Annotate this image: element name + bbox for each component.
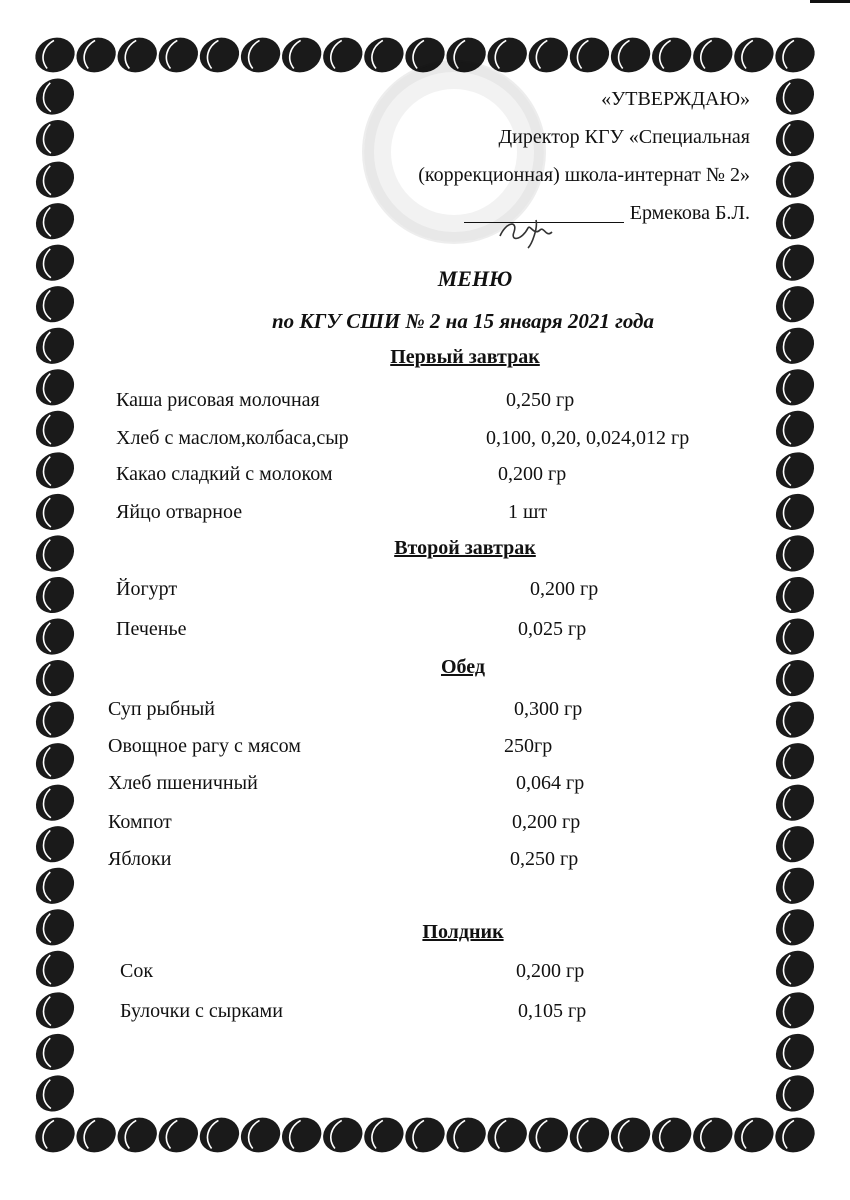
leaf-ornament [524, 1112, 573, 1158]
leaf-ornament [606, 1112, 655, 1158]
leaf-ornament [29, 736, 81, 787]
leaf-ornament [29, 487, 81, 538]
dish-quantity: 250гр [504, 735, 553, 757]
dish-quantity: 0,250 гр [506, 389, 575, 411]
leaf-ornament [29, 819, 81, 870]
leaf-ornament [688, 32, 737, 78]
approval-block [330, 80, 750, 232]
leaf-ornament [154, 32, 203, 78]
leaf-ornament [29, 611, 81, 662]
signature-line [464, 194, 750, 232]
leaf-ornament [769, 611, 821, 662]
leaf-ornament [769, 736, 821, 787]
dish-quantity: 0,250 гр [510, 848, 579, 870]
signature-underline [464, 222, 624, 223]
leaf-ornament [30, 1112, 79, 1158]
dish-name: Йогурт [116, 578, 178, 600]
leaf-ornament [770, 32, 819, 78]
leaf-ornament [359, 1112, 408, 1158]
leaf-ornament [769, 71, 821, 122]
dish-name: Сок [120, 960, 154, 982]
leaf-ornament [277, 32, 326, 78]
leaf-ornament [729, 1112, 778, 1158]
section-heading-lunch: Обед [440, 656, 486, 678]
leaf-ornament [770, 1112, 819, 1158]
leaf-ornament [277, 1112, 326, 1158]
leaf-ornament [72, 1112, 121, 1158]
leaf-ornament [729, 32, 778, 78]
dish-quantity: 0,025 гр [518, 618, 587, 640]
leaf-ornament [29, 154, 81, 205]
leaf-ornament [769, 113, 821, 164]
leaf-ornament [113, 1112, 162, 1158]
leaf-ornament [565, 32, 614, 78]
leaf-ornament [400, 1112, 449, 1158]
dish-quantity: 0,300 гр [514, 698, 583, 720]
leaf-ornament [195, 1112, 244, 1158]
approval-position: Директор КГУ «Специальная [498, 126, 750, 148]
dish-name: Яблоки [108, 848, 172, 870]
menu-subtitle: по КГУ СШИ № 2 на 15 января 2021 года [272, 309, 654, 333]
leaf-ornament [769, 445, 821, 496]
dish-name: Овощное рагу с мясом [108, 735, 301, 757]
dish-quantity: 0,105 гр [518, 1000, 587, 1022]
leaf-ornament [29, 362, 81, 413]
leaf-ornament [769, 1027, 821, 1078]
section-heading-snack: Полдник [422, 921, 504, 943]
dish-name: Каша рисовая молочная [116, 389, 320, 411]
leaf-ornament [769, 154, 821, 205]
signature-image [492, 214, 572, 250]
leaf-ornament [524, 32, 573, 78]
leaf-ornament [647, 1112, 696, 1158]
leaf-ornament [29, 1027, 81, 1078]
leaf-ornament [769, 403, 821, 454]
approval-organization: (коррекционная) школа-интернат № 2» [418, 164, 750, 186]
leaf-ornament [442, 1112, 491, 1158]
dish-quantity: 0,200 гр [516, 960, 585, 982]
dish-quantity: 0,200 гр [512, 811, 581, 833]
leaf-ornament [483, 1112, 532, 1158]
leaf-ornament [29, 445, 81, 496]
leaf-ornament [769, 362, 821, 413]
leaf-ornament [195, 32, 244, 78]
dish-quantity: 0,100, 0,20, 0,024,012 гр [486, 427, 690, 449]
leaf-ornament [769, 777, 821, 828]
leaf-ornament [565, 1112, 614, 1158]
leaf-ornament [29, 1068, 81, 1119]
dish-name: Булочки с сырками [120, 1000, 283, 1022]
leaf-ornament [769, 985, 821, 1036]
leaf-ornament [769, 819, 821, 870]
leaf-ornament [688, 1112, 737, 1158]
leaf-ornament [29, 113, 81, 164]
leaf-ornament [647, 32, 696, 78]
leaf-ornament [29, 694, 81, 745]
dish-name: Хлеб с маслом,колбаса,сыр [116, 427, 349, 449]
dish-name: Хлеб пшеничный [108, 772, 258, 794]
leaf-ornament [769, 487, 821, 538]
dish-name: Яйцо отварное [116, 501, 243, 523]
dish-name: Печенье [116, 618, 187, 640]
leaf-ornament [769, 570, 821, 621]
leaf-ornament [359, 32, 408, 78]
leaf-ornament [236, 1112, 285, 1158]
leaf-ornament [72, 32, 121, 78]
dish-name: Суп рыбный [108, 698, 216, 720]
dish-quantity: 0,064 гр [516, 772, 585, 794]
leaf-ornament [29, 196, 81, 247]
leaf-ornament [29, 860, 81, 911]
leaf-ornament [29, 71, 81, 122]
leaf-ornament [769, 694, 821, 745]
menu-title: МЕНЮ [437, 266, 513, 291]
leaf-ornament [29, 403, 81, 454]
section-heading-breakfast2: Второй завтрак [394, 537, 536, 559]
leaf-ornament [30, 32, 79, 78]
dish-name: Компот [108, 811, 172, 833]
leaf-ornament [113, 32, 162, 78]
dish-quantity: 1 шт [508, 501, 548, 523]
leaf-ornament [769, 1068, 821, 1119]
leaf-ornament [606, 32, 655, 78]
approval-heading: «УТВЕРЖДАЮ» [601, 88, 750, 110]
leaf-ornament [29, 943, 81, 994]
leaf-ornament [769, 860, 821, 911]
dish-quantity: 0,200 гр [530, 578, 599, 600]
leaf-ornament [236, 32, 285, 78]
leaf-ornament [29, 570, 81, 621]
leaf-ornament [29, 777, 81, 828]
leaf-ornament [769, 943, 821, 994]
section-heading-breakfast1: Первый завтрак [390, 346, 540, 368]
approval-signer: Ермекова Б.Л. [629, 202, 750, 224]
scan-mark [810, 0, 850, 3]
leaf-ornament [29, 985, 81, 1036]
dish-name: Какао сладкий с молоком [116, 463, 333, 485]
leaf-ornament [154, 1112, 203, 1158]
leaf-ornament [318, 32, 367, 78]
leaf-ornament [318, 1112, 367, 1158]
leaf-ornament [769, 196, 821, 247]
dish-quantity: 0,200 гр [498, 463, 567, 485]
